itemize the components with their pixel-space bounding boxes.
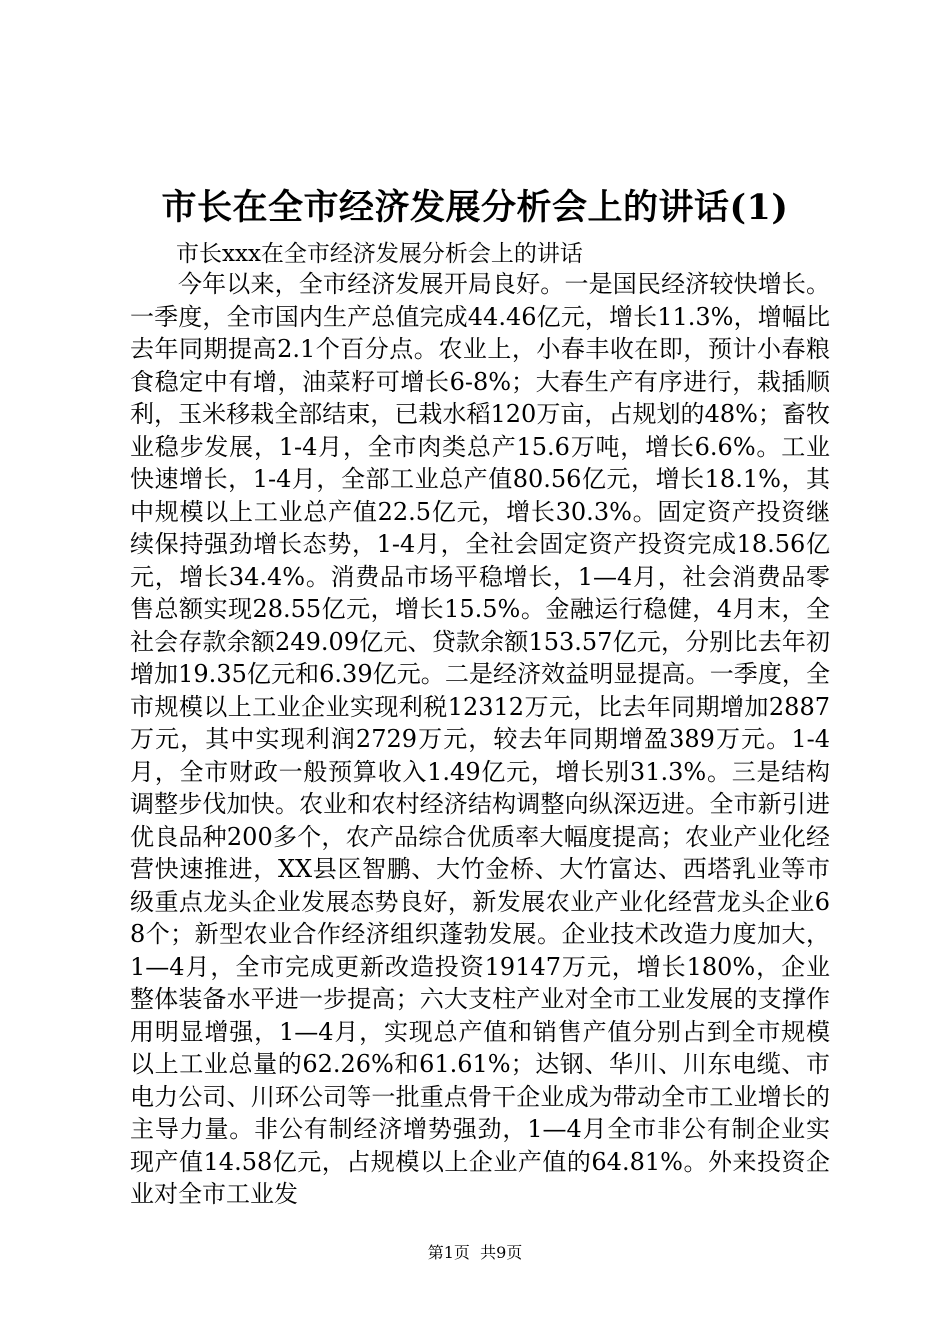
- body-paragraph: 今年以来，全市经济发展开局良好。一是国民经济较快增长。一季度，全市国内生产总值完成44.46亿元，增长11.3%，增幅比去年同期提高2.1个百分点。农业上，小春丰收在即，预计小春粮食稳定中有增，油菜籽可增长6-8%；大春生产有序进行，栽插顺利，玉米移栽全部结束，已栽水稻120万亩，占规划的48%；畜牧业稳步发展，1-4月，全市肉类总产15.6万吨，增长6.6%。工业快速增长，1-4月，全部工业总产值80.56亿元，增长18.1%，其中规模以上工业总产值22.5亿元，增长30.3%。固定资产投资继续保持强劲增长态势，1-4月，全社会固定资产投资完成18.56亿元，增长34.4%。消费品市场平稳增长，1—4月，社会消费品零售总额实现28.55亿元，增长15.5%。金融运行稳健，4月末，全社会存款余额249.09亿元、贷款余额153.57亿元，分别比去年初增加19.35亿元和6.39亿元。二是经济效益明显提高。一季度，全市规模以上工业企业实现利税12312万元，比去年同期增加2887万元，其中实现利润2729万元，较去年同期增盈389万元。1-4月，全市财政一般预算收入1.49亿元，增长别31.3%。三是结构调整步伐加快。农业和农村经济结构调整向纵深迈进。全市新引进优良品种200多个，农产品综合优质率大幅度提高；农业产业化经营快速推进，XX县区智鹏、大竹金桥、大竹富达、西塔乳业等市级重点龙头企业发展态势良好，新发展农业产业化经营龙头企业68个；新型农业合作经济组织蓬勃发展。企业技术改造力度加大，1—4月，全市完成更新改造投资19147万元，增长180%，企业整体装备水平进一步提高；六大支柱产业对全市工业发展的支撑作用明显增强，1—4月，实现总产值和销售产值分别占到全市规模以上工业总量的62.26%和61.61%；达钢、华川、川东电缆、市电力公司、川环公司等一批重点骨干企业成为带动全市工业增长的主导力量。非公有制经济增势强劲，1—4月全市非公有制企业实现产值14.58亿元，占规模以上企业产值的64.81%。外来投资企业对全市工业发: [130, 270, 830, 1208]
- page-number: 第1页: [427, 1243, 470, 1262]
- page-total: 共9页: [480, 1243, 523, 1262]
- page-footer: [0, 1242, 950, 1264]
- document-title: 市长在全市经济发展分析会上的讲话(1): [161, 187, 789, 228]
- document-subtitle: 市长xxx在全市经济发展分析会上的讲话: [176, 241, 583, 267]
